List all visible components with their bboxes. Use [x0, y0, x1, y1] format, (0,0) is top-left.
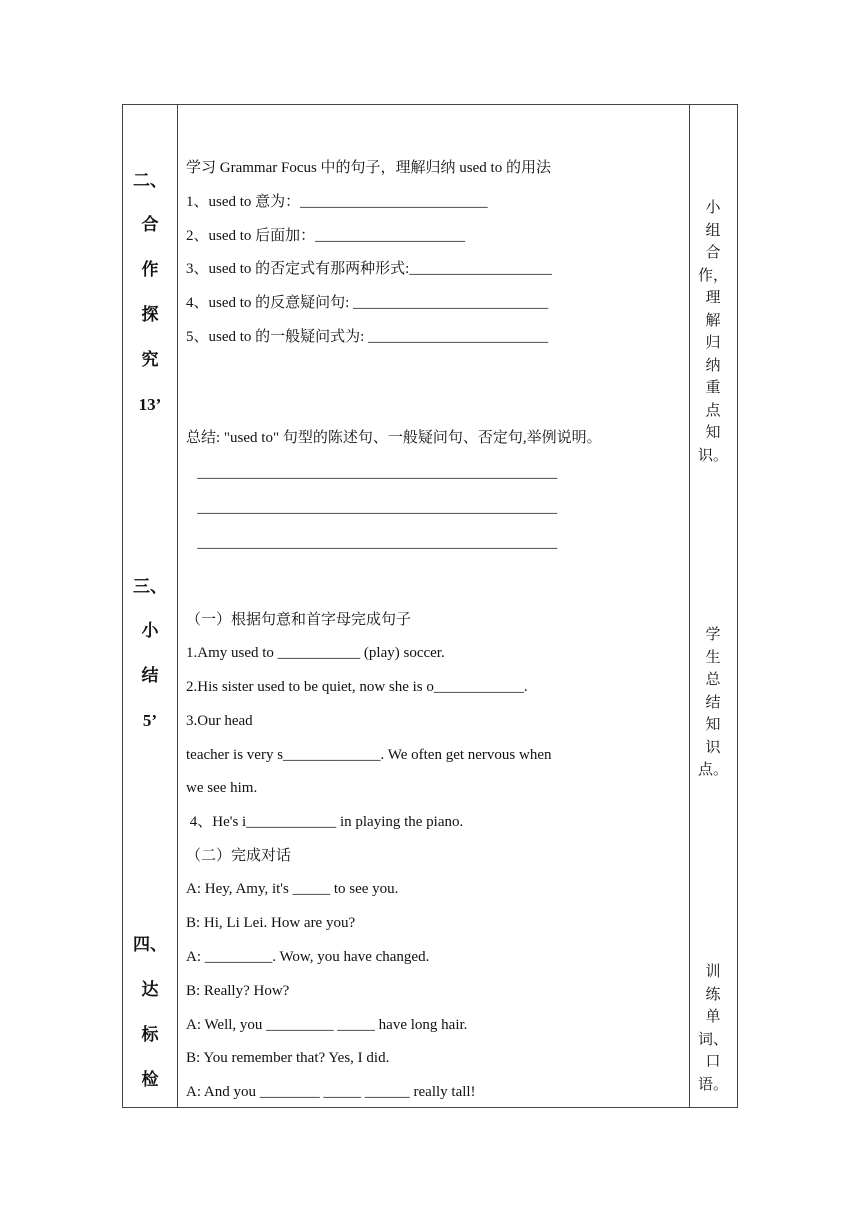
- note-char: 总: [705, 672, 721, 688]
- note-char: 学: [705, 627, 721, 643]
- dialogue-line: A: _________. Wow, you have changed.: [186, 949, 430, 965]
- summary-line: 总结: "used to" 句型的陈述句、一般疑问句、否定句,举例说明。: [186, 430, 602, 446]
- note-char: 作，: [697, 267, 728, 284]
- dialogue-line: B: Really? How?: [186, 983, 290, 999]
- dialogue-line: A: Hey, Amy, it's _____ to see you.: [186, 881, 399, 897]
- dialogue-heading: （二）完成对话: [186, 848, 292, 864]
- question-line: 5、used to 的一般疑问式为: ________________________: [186, 329, 549, 345]
- column-divider-left: [177, 105, 178, 1107]
- question-line: 1、used to 意为：_________________________: [186, 194, 488, 210]
- content-column: [186, 105, 682, 1100]
- note-char: 组: [705, 222, 721, 239]
- section-2-char: 合: [141, 215, 159, 234]
- note-char: 单: [705, 1009, 721, 1025]
- section-4-char: 四、: [133, 935, 167, 954]
- note-char: 合: [705, 245, 721, 261]
- question-line: 4、used to 的反意疑问句: __________________________: [186, 295, 549, 311]
- blank-line: ________________________________________________: [186, 535, 558, 551]
- exercise-line: 1.Amy used to ___________ (play) soccer.: [186, 645, 445, 661]
- section-2-time: 13’: [138, 395, 162, 414]
- section-3-char: 结: [141, 666, 159, 685]
- note-char: 生: [705, 649, 721, 666]
- note-char: 练: [705, 986, 721, 1003]
- question-line: 2、used to 后面加：____________________: [186, 228, 466, 244]
- exercise-line: we see him.: [186, 780, 258, 796]
- section-3-char: 三、: [133, 577, 167, 596]
- note-char: 解: [705, 312, 721, 329]
- exercise-heading: （一）根据句意和首字母完成句子: [186, 612, 412, 628]
- intro-line: 学习 Grammar Focus 中的句子，理解归纳 used to 的用法: [186, 160, 551, 176]
- section-4-char: 标: [141, 1025, 159, 1044]
- dialogue-line: A: Well, you _________ _____ have long hair.: [186, 1017, 468, 1033]
- section-4-char: 达: [141, 980, 159, 999]
- blank-line: ________________________________________________: [186, 500, 558, 516]
- note-char: 归: [705, 335, 721, 351]
- lesson-table: [122, 104, 738, 1108]
- note-char: 知: [705, 717, 721, 733]
- note-char: 口: [705, 1054, 721, 1070]
- section-2-char: 作: [141, 260, 159, 279]
- note-char: 识。: [697, 447, 728, 464]
- section-3-char: 小: [141, 621, 159, 640]
- note-char: 小: [705, 200, 721, 216]
- section-4-char: 检: [141, 1070, 159, 1089]
- dialogue-line: B: Hi, Li Lei. How are you?: [186, 915, 356, 931]
- section-2-char: 二、: [133, 171, 167, 190]
- note-char: 训: [705, 964, 721, 980]
- note-char: 结: [705, 694, 721, 711]
- section-3-time: 5’: [142, 711, 158, 730]
- section-2-char: 究: [141, 350, 159, 369]
- note-char: 识: [705, 739, 721, 756]
- note-char: 理: [705, 290, 721, 306]
- note-char: 重: [705, 380, 721, 396]
- note-char: 纳: [705, 357, 721, 374]
- exercise-line: 4、He's i____________ in playing the piano.: [186, 814, 464, 830]
- dialogue-line: A: And you ________ _____ ______ really tall!: [186, 1084, 476, 1100]
- exercise-line: teacher is very s_____________. We often get nervous when: [186, 747, 552, 763]
- blank-line: ________________________________________________: [186, 465, 558, 481]
- exercise-line: 2.His sister used to be quiet, now she is o____________.: [186, 679, 528, 695]
- note-char: 语。: [697, 1076, 728, 1093]
- note-char: 点。: [697, 762, 728, 778]
- exercise-line: 3.Our head: [186, 713, 253, 729]
- question-line: 3、used to 的否定式有那两种形式:___________________: [186, 261, 552, 277]
- note-char: 知: [705, 425, 721, 441]
- note-char: 词、: [697, 1031, 728, 1048]
- note-char: 点: [705, 402, 721, 419]
- dialogue-line: B: You remember that? Yes, I did.: [186, 1050, 390, 1066]
- section-2-char: 探: [141, 305, 159, 324]
